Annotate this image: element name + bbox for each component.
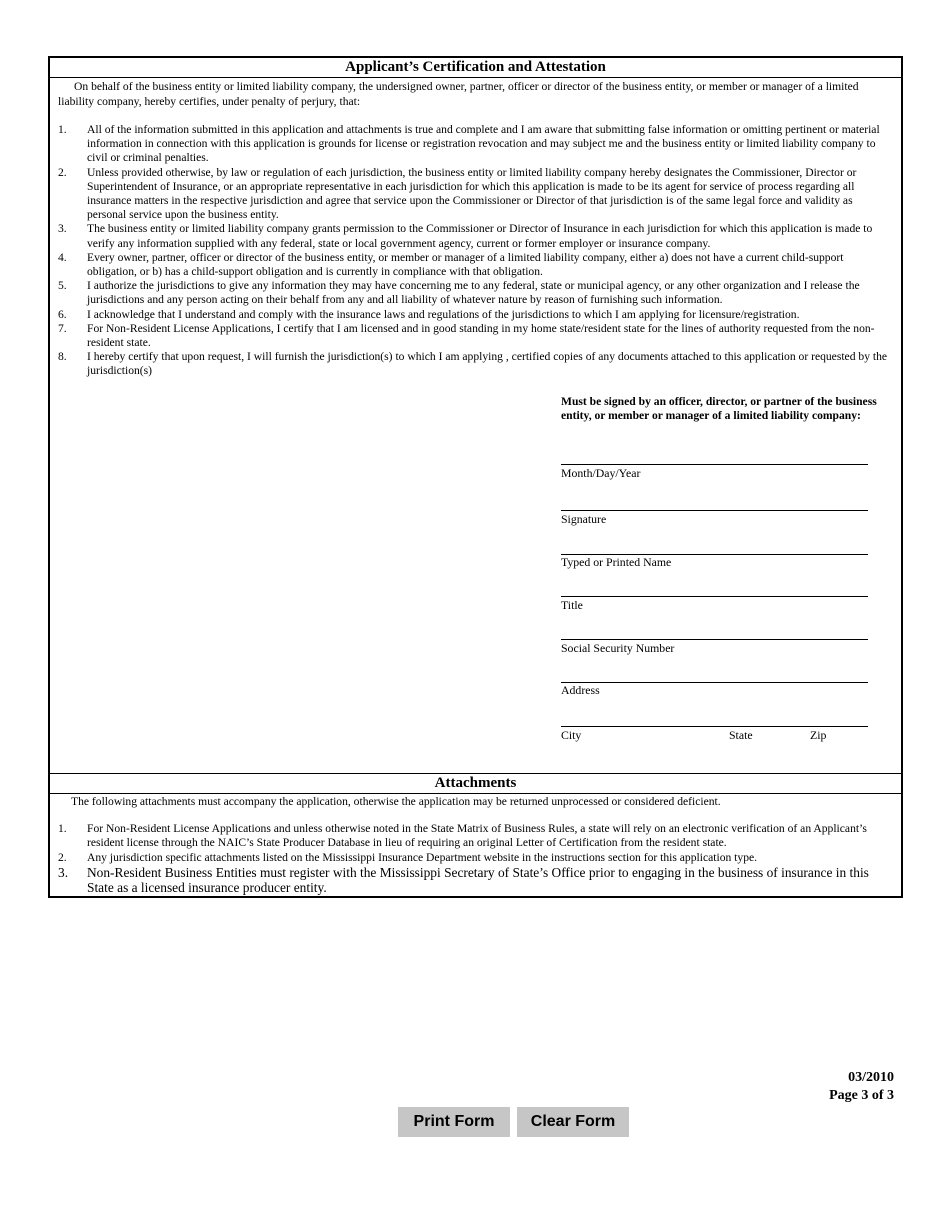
- list-item: 4. Every owner, partner, officer or director of the business entity, or member or manager of a limited liability company, either a) does not have a current child-support obligation, or b) has a child-support obligation and is currently in compliance with that obligation.: [58, 250, 844, 279]
- printed-name-label: Typed or Printed Name: [561, 554, 672, 569]
- certification-intro: On behalf of the business entity or limited liability company, the undersigned owner, partner, officer or director of the business entity, or member or manager of a limited liability company, hereby certifies, under penalty of perjury, that:: [58, 80, 859, 108]
- page-number: Page 3 of 3: [829, 1088, 894, 1103]
- clear-form-button[interactable]: Clear Form: [517, 1107, 629, 1137]
- list-item: 7. For Non-Resident License Applications, I certify that I am licensed and in good standing in my home state/resident state for the lines of authority requested from the non-resident state.: [58, 321, 875, 350]
- print-form-button[interactable]: Print Form: [398, 1107, 510, 1137]
- attachments-intro: The following attachments must accompany the application, otherwise the application may be returned unprocessed or considered deficient.: [71, 794, 721, 808]
- attachments-title: Attachments: [50, 773, 901, 794]
- list-item: 1. All of the information submitted in this application and attachments is true and complete and I am aware that submitting false information or omitting pertinent or material information in connection with this application is grounds for license or registration revocation and may subject me and the business entity or limited liability company to civil or criminal penalties.: [58, 123, 880, 165]
- address-field[interactable]: [561, 682, 868, 683]
- form-frame: [48, 56, 903, 898]
- list-item: 5. I authorize the jurisdictions to give any information they may have concerning me to any federal, state or municipal agency, or any other organization and I release the jurisdictions and any person acting on their behalf from any and all liability of whatever nature by reason of furnishing such information.: [58, 279, 860, 307]
- list-item: 2. Unless provided otherwise, by law or regulation of each jurisdiction, the business entity or limited liability company hereby designates the Commissioner, Director or Superintendent of Insurance, or an appropriate representative in each jurisdiction for which this application is made to be its agent for service of process regarding all insurance matters in the respective jurisdiction and agree that service upon the Commissioner or Director of that jurisdiction is of the same legal force and validity as personal service upon the business entity.: [58, 165, 857, 222]
- date-label: Month/Day/Year: [561, 465, 641, 480]
- zip-label: Zip: [810, 727, 827, 742]
- signature-field[interactable]: [561, 510, 868, 511]
- signature-block: [50, 379, 901, 773]
- revision-date: 03/2010: [848, 1070, 894, 1085]
- certification-title: Applicant’s Certification and Attestation: [50, 58, 901, 78]
- list-item: 3. The business entity or limited liability company grants permission to the Commissioner or Director of Insurance in each jurisdiction for which this application is made to verify any information supplied with any federal, state or local government agency, current or former employer or insurance company.: [58, 222, 873, 250]
- state-label: State: [729, 727, 753, 742]
- signature-note: Must be signed by an officer, director, or partner of the business entity, or member or manager of a limited liability company:: [561, 394, 877, 422]
- list-item: 2. Any jurisdiction specific attachments listed on the Mississippi Insurance Department website in the instructions section for this application type.: [58, 850, 758, 864]
- list-item: 8. I hereby certify that upon request, I will furnish the jurisdiction(s) to which I am applying , certified copies of any documents attached to this application or requested by the jurisdiction(s): [58, 350, 888, 378]
- signature-label: Signature: [561, 511, 607, 526]
- list-item: 1. For Non-Resident License Applications and unless otherwise noted in the State Matrix of Business Rules, a state will rely on an electronic verification of an Applicant’s resident license through the NAIC’s State Producer Database in lieu of requiring an original Letter of Certification from the resident state.: [58, 822, 867, 850]
- ssn-label: Social Security Number: [561, 640, 675, 655]
- date-field[interactable]: [561, 464, 868, 465]
- attachments-list: [50, 822, 901, 896]
- city-state-zip-field[interactable]: [561, 726, 868, 727]
- certification-list: [50, 123, 901, 379]
- address-label: Address: [561, 682, 600, 697]
- title-label: Title: [561, 597, 583, 612]
- ssn-field[interactable]: [561, 639, 868, 640]
- title-field[interactable]: [561, 596, 868, 597]
- city-label: City: [561, 727, 582, 742]
- list-item: 3. Non-Resident Business Entities must register with the Mississippi Secretary of State’s Office prior to engaging in the business of insurance in this State as a licensed insurance producer entity.: [58, 864, 869, 896]
- list-item: 6. I acknowledge that I understand and comply with the insurance laws and regulations of the jurisdictions to which I am applying for licensure/registration.: [58, 307, 800, 321]
- form-revision-footer: [829, 1069, 894, 1105]
